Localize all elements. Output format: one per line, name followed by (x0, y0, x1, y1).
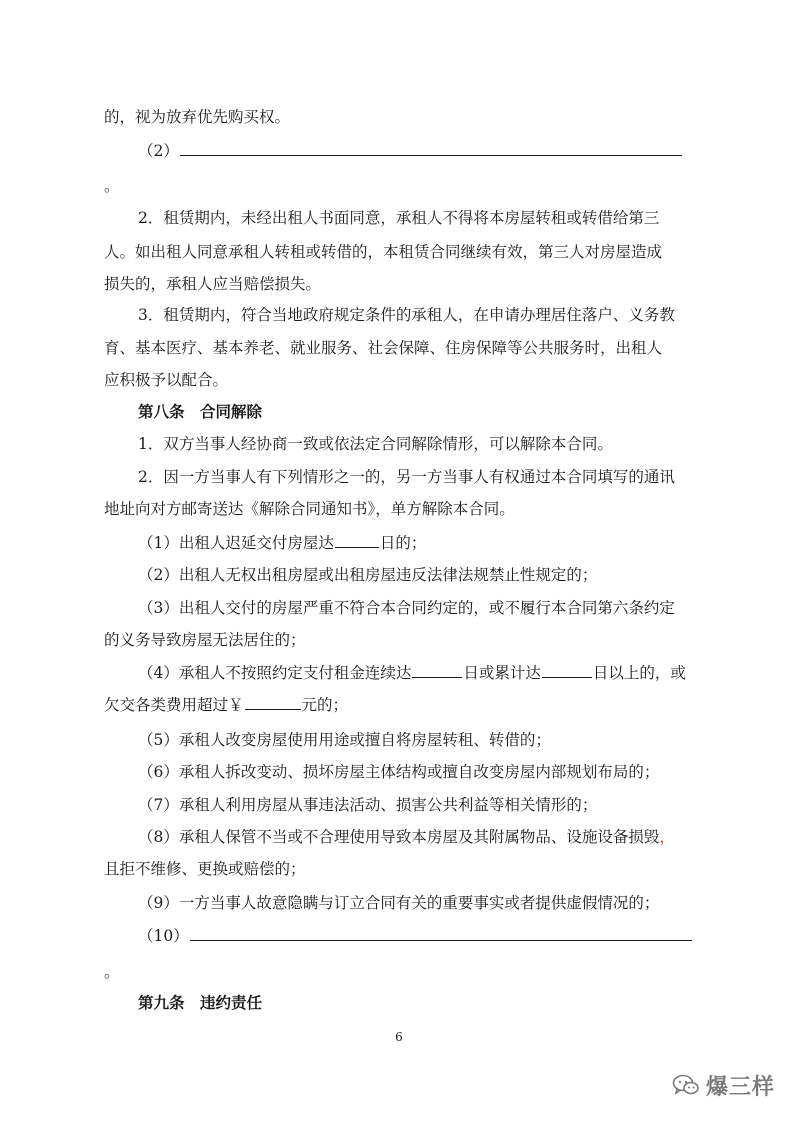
blank-field[interactable] (412, 663, 462, 678)
clause-text: 日以上的，或 (592, 664, 686, 682)
clause-text: （8）承租人保管不当或不合理使用导致本房屋及其附属物品、设施设备损毁 (138, 828, 660, 846)
wechat-icon (672, 1073, 700, 1097)
text-line: 的，视为放弃优先购买权。 (104, 108, 291, 126)
blank-field[interactable] (542, 663, 592, 678)
text-line: （7）承租人利用房屋从事违法活动、损害公共利益等相关情形的； (138, 796, 598, 814)
blank-field[interactable] (180, 141, 682, 156)
text-line: 的义务导致房屋无法居住的； (104, 631, 306, 649)
text-line: （2）出租人无权出租房屋或出租房屋违反法律法规禁止性规定的； (138, 566, 598, 584)
text-line: 应积极予以配合。 (104, 371, 229, 389)
fill-in-line (138, 926, 698, 946)
item-number: （10） (138, 927, 189, 945)
text-line: （3）出租人交付的房屋严重不符合本合同约定的，或不履行本合同第六条约定 (138, 599, 675, 617)
clause-text: 日的； (379, 534, 427, 552)
text-line (138, 827, 698, 847)
text-line: （5）承租人改变房屋使用用途或擅自将房屋转租、转借的； (138, 731, 551, 749)
text-line: 。 (104, 963, 120, 981)
clause-text: 日或累计达 (463, 664, 541, 682)
text-line: （6）承租人拆改变动、损坏房屋主体结构或擅自改变房屋内部规划布局的； (138, 763, 660, 781)
text-line: 2．因一方当事人有下列情形之一的，另一方当事人有权通过本合同填写的通讯 (138, 468, 675, 486)
item-number: （2） (138, 142, 179, 160)
clause-text: （1）出租人迟延交付房屋达 (138, 534, 334, 552)
text-line: 育、基本医疗、基本养老、就业服务、社会保障、住房保障等公共服务时，出租人 (104, 339, 663, 357)
clause-text: （4）承租人不按照约定支付租金连续达 (138, 664, 412, 682)
text-line: 人。如出租人同意承租人转租或转借的，本租赁合同继续有效，第三人对房屋造成 (104, 243, 663, 261)
watermark (672, 1068, 775, 1102)
text-line: 损失的，承租人应当赔偿损失。 (104, 275, 322, 293)
blank-field[interactable] (190, 926, 692, 941)
blank-field[interactable] (335, 533, 379, 548)
text-line: 地址向对方邮寄送达《解除合同通知书》，单方解除本合同。 (104, 500, 515, 518)
text-line: 且拒不维修、更换或赔偿的； (104, 860, 306, 878)
text-line: 1．双方当事人经协商一致或依法定合同解除情形，可以解除本合同。 (138, 435, 613, 453)
fill-in-line (104, 695, 704, 715)
red-comma-mark: ， (659, 828, 675, 846)
page-number: 6 (395, 1030, 403, 1044)
section-heading: 第九条 违约责任 (138, 994, 263, 1012)
text-line: 。 (104, 177, 120, 195)
fill-in-line (138, 533, 698, 553)
clause-text: 欠交各类费用超过￥ (104, 696, 244, 714)
section-heading: 第八条 合同解除 (138, 403, 263, 421)
clause-text: 元的； (301, 696, 349, 714)
text-line: 3．租赁期内，符合当地政府规定条件的承租人，在申请办理居住落户、义务教 (138, 306, 675, 324)
watermark-text: 爆三样 (706, 1074, 776, 1100)
fill-in-line (138, 663, 698, 683)
text-line: （9）一方当事人故意隐瞒与订立合同有关的重要事实或者提供虚假情况的； (138, 894, 660, 912)
text-line: 2．租赁期内，未经出租人书面同意，承租人不得将本房屋转租或转借给第三 (138, 209, 660, 227)
blank-field[interactable] (245, 695, 301, 710)
fill-in-line (138, 141, 698, 161)
